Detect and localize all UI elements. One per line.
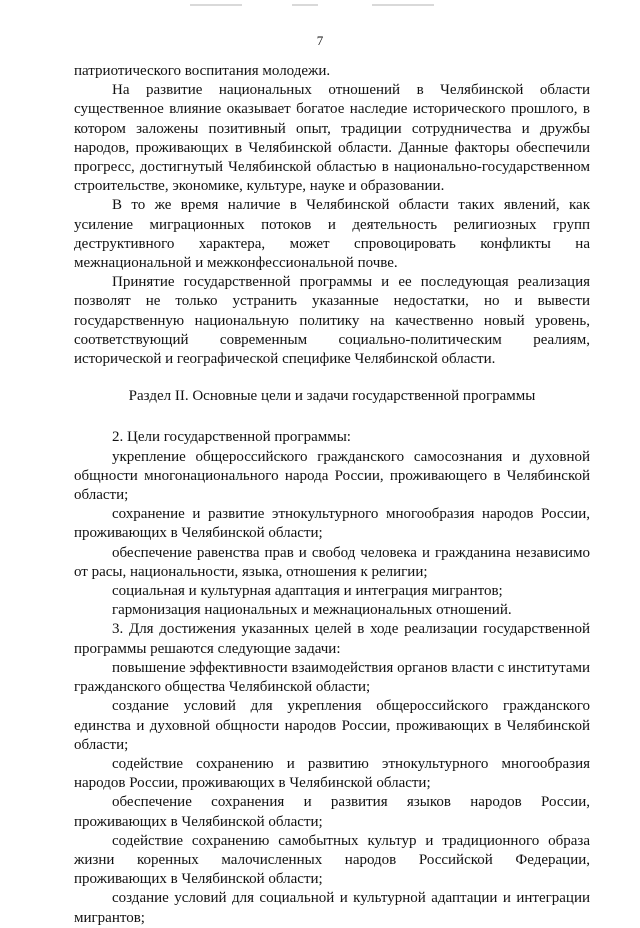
paragraph-3: В то же время наличие в Челябинской области таких явлений, как усиление миграционных потоков и деятельность религиозных групп деструктивного характера, может спровоцировать конфликты на межнациональной и межконфессиональной почве. — [74, 197, 590, 272]
section-heading: Раздел II. Основные цели и задачи государственной программы — [128, 388, 536, 405]
paragraph-2: На развитие национальных отношений в Челябинской области существенное влияние оказывает богатое наследие исторического прошлого, в котором заложены позитивный опыт, традиции сотрудничества и дружбы народов, проживающих в Челябинской области. Данные факторы обеспечили прогресс, достигнутый Челябинской областью в национально-государственном строительстве, экономике, культуре, науке и образовании. — [74, 82, 590, 195]
paragraph-4: Принятие государственной программы и ее последующая реализация позволят не только устранить указанные недостатки, но и вывести государственную национальную политику на качественно новый уровень, соответствующий современным социально-политическим реалиям, исторической и географической специфике Челябинской области. — [74, 274, 590, 368]
scan-artifact-right — [372, 4, 434, 6]
task-item: создание условий для укрепления общероссийского гражданского единства и духовной общности народов России, проживающих в Челябинской области; — [74, 698, 590, 753]
goal-item: сохранение и развитие этнокультурного многообразия народов России, проживающих в Челябинской области; — [74, 506, 590, 542]
page-number: 7 — [316, 33, 324, 48]
scan-artifact-center — [292, 4, 318, 6]
task-item: содействие сохранению и развитию этнокультурного многообразия народов России, проживающих в Челябинской области; — [74, 755, 590, 792]
task-item: обеспечение сохранения и развития языков народов России, проживающих в Челябинской области; — [74, 794, 590, 830]
scan-artifact-left — [190, 4, 242, 6]
goals-block — [74, 428, 590, 620]
task-item: повышение эффективности взаимодействия органов власти с институтами гражданского общества Челябинской области; — [74, 659, 590, 696]
tasks-title: 3. Для достижения указанных целей в ходе реализации государственной программы решаются следующие задачи: — [74, 621, 590, 657]
goal-item: обеспечение равенства прав и свобод человека и гражданина независимо от расы, национальности, языка, отношения к религии; — [74, 544, 590, 580]
paragraph-1: патриотического воспитания молодежи. — [74, 63, 331, 79]
task-item: создание условий для социальной и культурной адаптации и интеграции мигрантов; — [74, 890, 590, 926]
goal-item: гармонизация национальных и межнациональных отношений. — [112, 602, 512, 619]
task-item: содействие сохранению самобытных культур и традиционного образа жизни коренных малочисленных народов Российской Федерации, проживающих в Челябинской области; — [74, 832, 590, 888]
goals-title: 2. Цели государственной программы: — [112, 429, 351, 446]
tasks-block — [74, 620, 590, 927]
goal-item: социальная и культурная адаптация и интеграция мигрантов; — [112, 583, 503, 600]
goal-item: укрепление общероссийского гражданского самосознания и духовной общности многонационального народа России, проживающего в Челябинской области; — [74, 448, 590, 504]
document-body — [74, 62, 590, 928]
